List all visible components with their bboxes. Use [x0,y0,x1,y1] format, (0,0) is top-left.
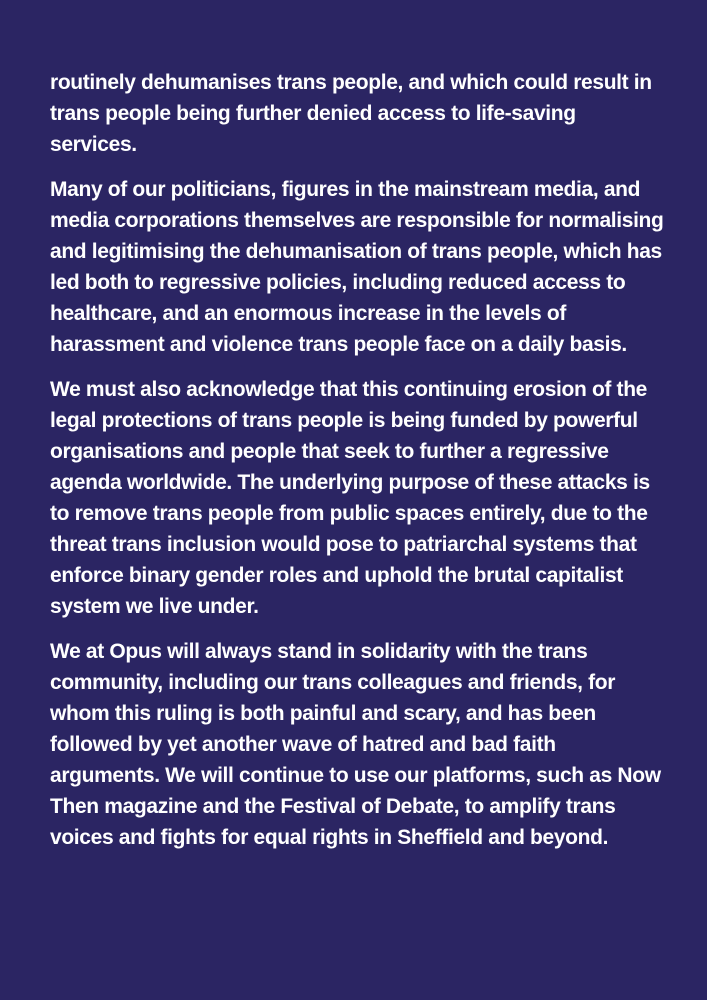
paragraph-opus-solidarity: We at Opus will always stand in solidarity with the trans community, including our trans colleagues and friends, for whom this ruling is both painful and scary, and has been followed by yet another wave of hatred and bad faith arguments. We will continue to use our platforms, such as Now Then magazine and the Festival of Debate, to amplify trans voices and fights for equal rights in Sheffield and beyond. [50,640,661,849]
paragraph-media-responsibility: Many of our politicians, figures in the mainstream media, and media corporations themselves are responsible for normalising and legitimising the dehumanisation of trans people, which has led both to regressive policies, including reduced access to healthcare, and an enormous increase in the levels of harassment and violence trans people face on a daily basis. [50,178,664,356]
paragraph-continuation: routinely dehumanises trans people, and which could result in trans people being further denied access to life-saving services. [50,71,652,156]
statement-body [50,67,665,867]
paragraph-funding-erosion: We must also acknowledge that this continuing erosion of the legal protections of trans people is being funded by powerful organisations and people that seek to further a regressive agenda worldwide. The underlying purpose of these attacks is to remove trans people from public spaces entirely, due to the threat trans inclusion would pose to patriarchal systems that enforce binary gender roles and uphold the brutal capitalist system we live under. [50,378,650,618]
